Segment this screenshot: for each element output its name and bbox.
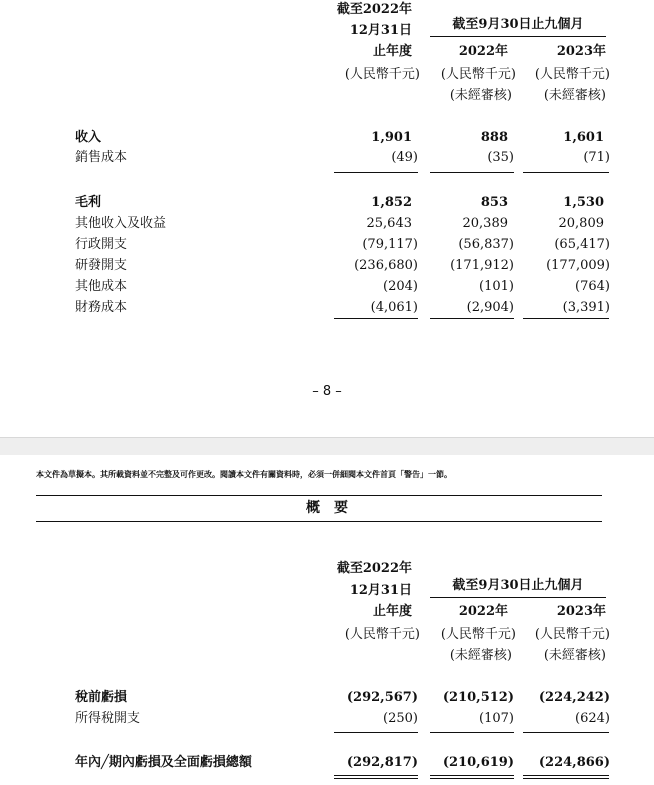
row-label-revenue: 收入 <box>75 130 102 145</box>
value-gross-profit-9m2022: 853 <box>480 195 508 210</box>
unit-col-1: (人民幣千元) <box>344 67 420 82</box>
value-finance-costs-fy2022: (4,061) <box>370 300 418 315</box>
value-rnd-expenses-9m2022: (171,912) <box>450 258 514 273</box>
value-admin-expenses-fy2022: (79,117) <box>362 237 418 252</box>
value-loss-before-tax-9m2023: (224,242) <box>538 690 610 705</box>
col-header-nine-month: 截至9月30日止九個月 <box>452 17 584 32</box>
row-label-gross-profit: 毛利 <box>75 195 102 210</box>
row-label-finance-costs: 財務成本 <box>75 300 128 315</box>
page-number: – 8 – <box>312 384 342 399</box>
value-cost-of-sales-9m2023: (71) <box>583 150 610 165</box>
subtotal-rule-2 <box>430 172 514 173</box>
total-double-rule-1 <box>334 775 418 779</box>
row-label-admin-expenses: 行政開支 <box>75 237 128 252</box>
row-label-income-tax: 所得稅開支 <box>75 711 141 726</box>
value-other-costs-9m2023: (764) <box>575 279 610 294</box>
col-header-year-2: 12月31日 <box>349 23 412 38</box>
value-income-tax-9m2023: (624) <box>575 711 610 726</box>
unit-col-1: (人民幣千元) <box>344 627 420 642</box>
unit-col-2-unaudited: (未經審核) <box>449 648 512 663</box>
value-gross-profit-fy2022: 1,852 <box>371 195 412 210</box>
col-header-2023: 2023年 <box>556 44 606 59</box>
value-gross-profit-9m2023: 1,530 <box>563 195 604 210</box>
value-other-costs-9m2022: (101) <box>479 279 514 294</box>
unit-col-3-unaudited: (未經審核) <box>543 88 606 103</box>
value-finance-costs-9m2023: (3,391) <box>562 300 610 315</box>
unit-col-3-unaudited: (未經審核) <box>543 648 606 663</box>
section-title-rule-bottom <box>36 521 602 522</box>
subtotal-rule-5 <box>430 318 514 319</box>
value-other-income-fy2022: 25,643 <box>366 216 412 231</box>
total-double-rule-3 <box>523 775 609 779</box>
subtotal-rule-3 <box>523 172 609 173</box>
unit-col-3: (人民幣千元) <box>534 67 610 82</box>
value-other-costs-fy2022: (204) <box>383 279 418 294</box>
subtotal-rule-4 <box>334 318 418 319</box>
value-loss-before-tax-fy2022: (292,567) <box>346 690 418 705</box>
subtotal-rule-6 <box>523 318 609 319</box>
col-header-year-2: 12月31日 <box>349 583 412 598</box>
subtotal-rule-3 <box>523 732 609 733</box>
unit-col-2-unaudited: (未經審核) <box>449 88 512 103</box>
row-label-other-costs: 其他成本 <box>75 279 128 294</box>
value-other-income-9m2023: 20,809 <box>558 216 604 231</box>
section-title-rule-top <box>36 495 602 496</box>
subtotal-rule-1 <box>334 172 418 173</box>
value-revenue-fy2022: 1,901 <box>371 130 412 145</box>
value-loss-before-tax-9m2022: (210,512) <box>442 690 514 705</box>
section-title: 概 要 <box>306 500 348 516</box>
value-other-income-9m2022: 20,389 <box>462 216 508 231</box>
subtotal-rule-1 <box>334 732 418 733</box>
value-total-loss-9m2022: (210,619) <box>442 755 514 770</box>
row-label-total-comprehensive-loss: 年內╱期內虧損及全面虧損總額 <box>75 755 252 770</box>
unit-col-2: (人民幣千元) <box>440 627 516 642</box>
value-total-loss-fy2022: (292,817) <box>346 755 418 770</box>
value-admin-expenses-9m2023: (65,417) <box>554 237 610 252</box>
col-header-year-3: 止年度 <box>372 44 412 59</box>
unit-col-2: (人民幣千元) <box>440 67 516 82</box>
value-income-tax-fy2022: (250) <box>383 711 418 726</box>
col-header-2023: 2023年 <box>556 604 606 619</box>
col-header-2022: 2022年 <box>458 604 508 619</box>
row-label-loss-before-tax: 稅前虧損 <box>75 690 128 705</box>
col-header-year-1: 截至2022年 <box>336 561 412 576</box>
row-label-cost-of-sales: 銷售成本 <box>75 150 128 165</box>
value-total-loss-9m2023: (224,866) <box>538 755 610 770</box>
col-header-year-3: 止年度 <box>372 604 412 619</box>
total-double-rule-2 <box>430 775 514 779</box>
value-rnd-expenses-fy2022: (236,680) <box>354 258 418 273</box>
col-header-2022: 2022年 <box>458 44 508 59</box>
header-rule <box>430 36 606 37</box>
header-rule <box>430 597 606 598</box>
col-header-nine-month: 截至9月30日止九個月 <box>452 578 584 593</box>
unit-col-3: (人民幣千元) <box>534 627 610 642</box>
page-break <box>0 437 654 456</box>
value-revenue-9m2022: 888 <box>480 130 508 145</box>
value-income-tax-9m2022: (107) <box>479 711 514 726</box>
value-finance-costs-9m2022: (2,904) <box>466 300 514 315</box>
row-label-rnd-expenses: 研發開支 <box>75 258 128 273</box>
subtotal-rule-2 <box>430 732 514 733</box>
value-rnd-expenses-9m2023: (177,009) <box>546 258 610 273</box>
row-label-other-income: 其他收入及收益 <box>75 216 167 231</box>
value-cost-of-sales-9m2022: (35) <box>487 150 514 165</box>
value-revenue-9m2023: 1,601 <box>563 130 604 145</box>
draft-notice: 本文件為草擬本。其所載資料並不完整及可作更改。閱讀本文件有關資料時，必須一併細閱本文件首頁「警告」一節。 <box>36 470 452 479</box>
document-page-bottom <box>0 455 654 785</box>
col-header-year-1: 截至2022年 <box>336 2 412 17</box>
value-admin-expenses-9m2022: (56,837) <box>458 237 514 252</box>
value-cost-of-sales-fy2022: (49) <box>391 150 418 165</box>
